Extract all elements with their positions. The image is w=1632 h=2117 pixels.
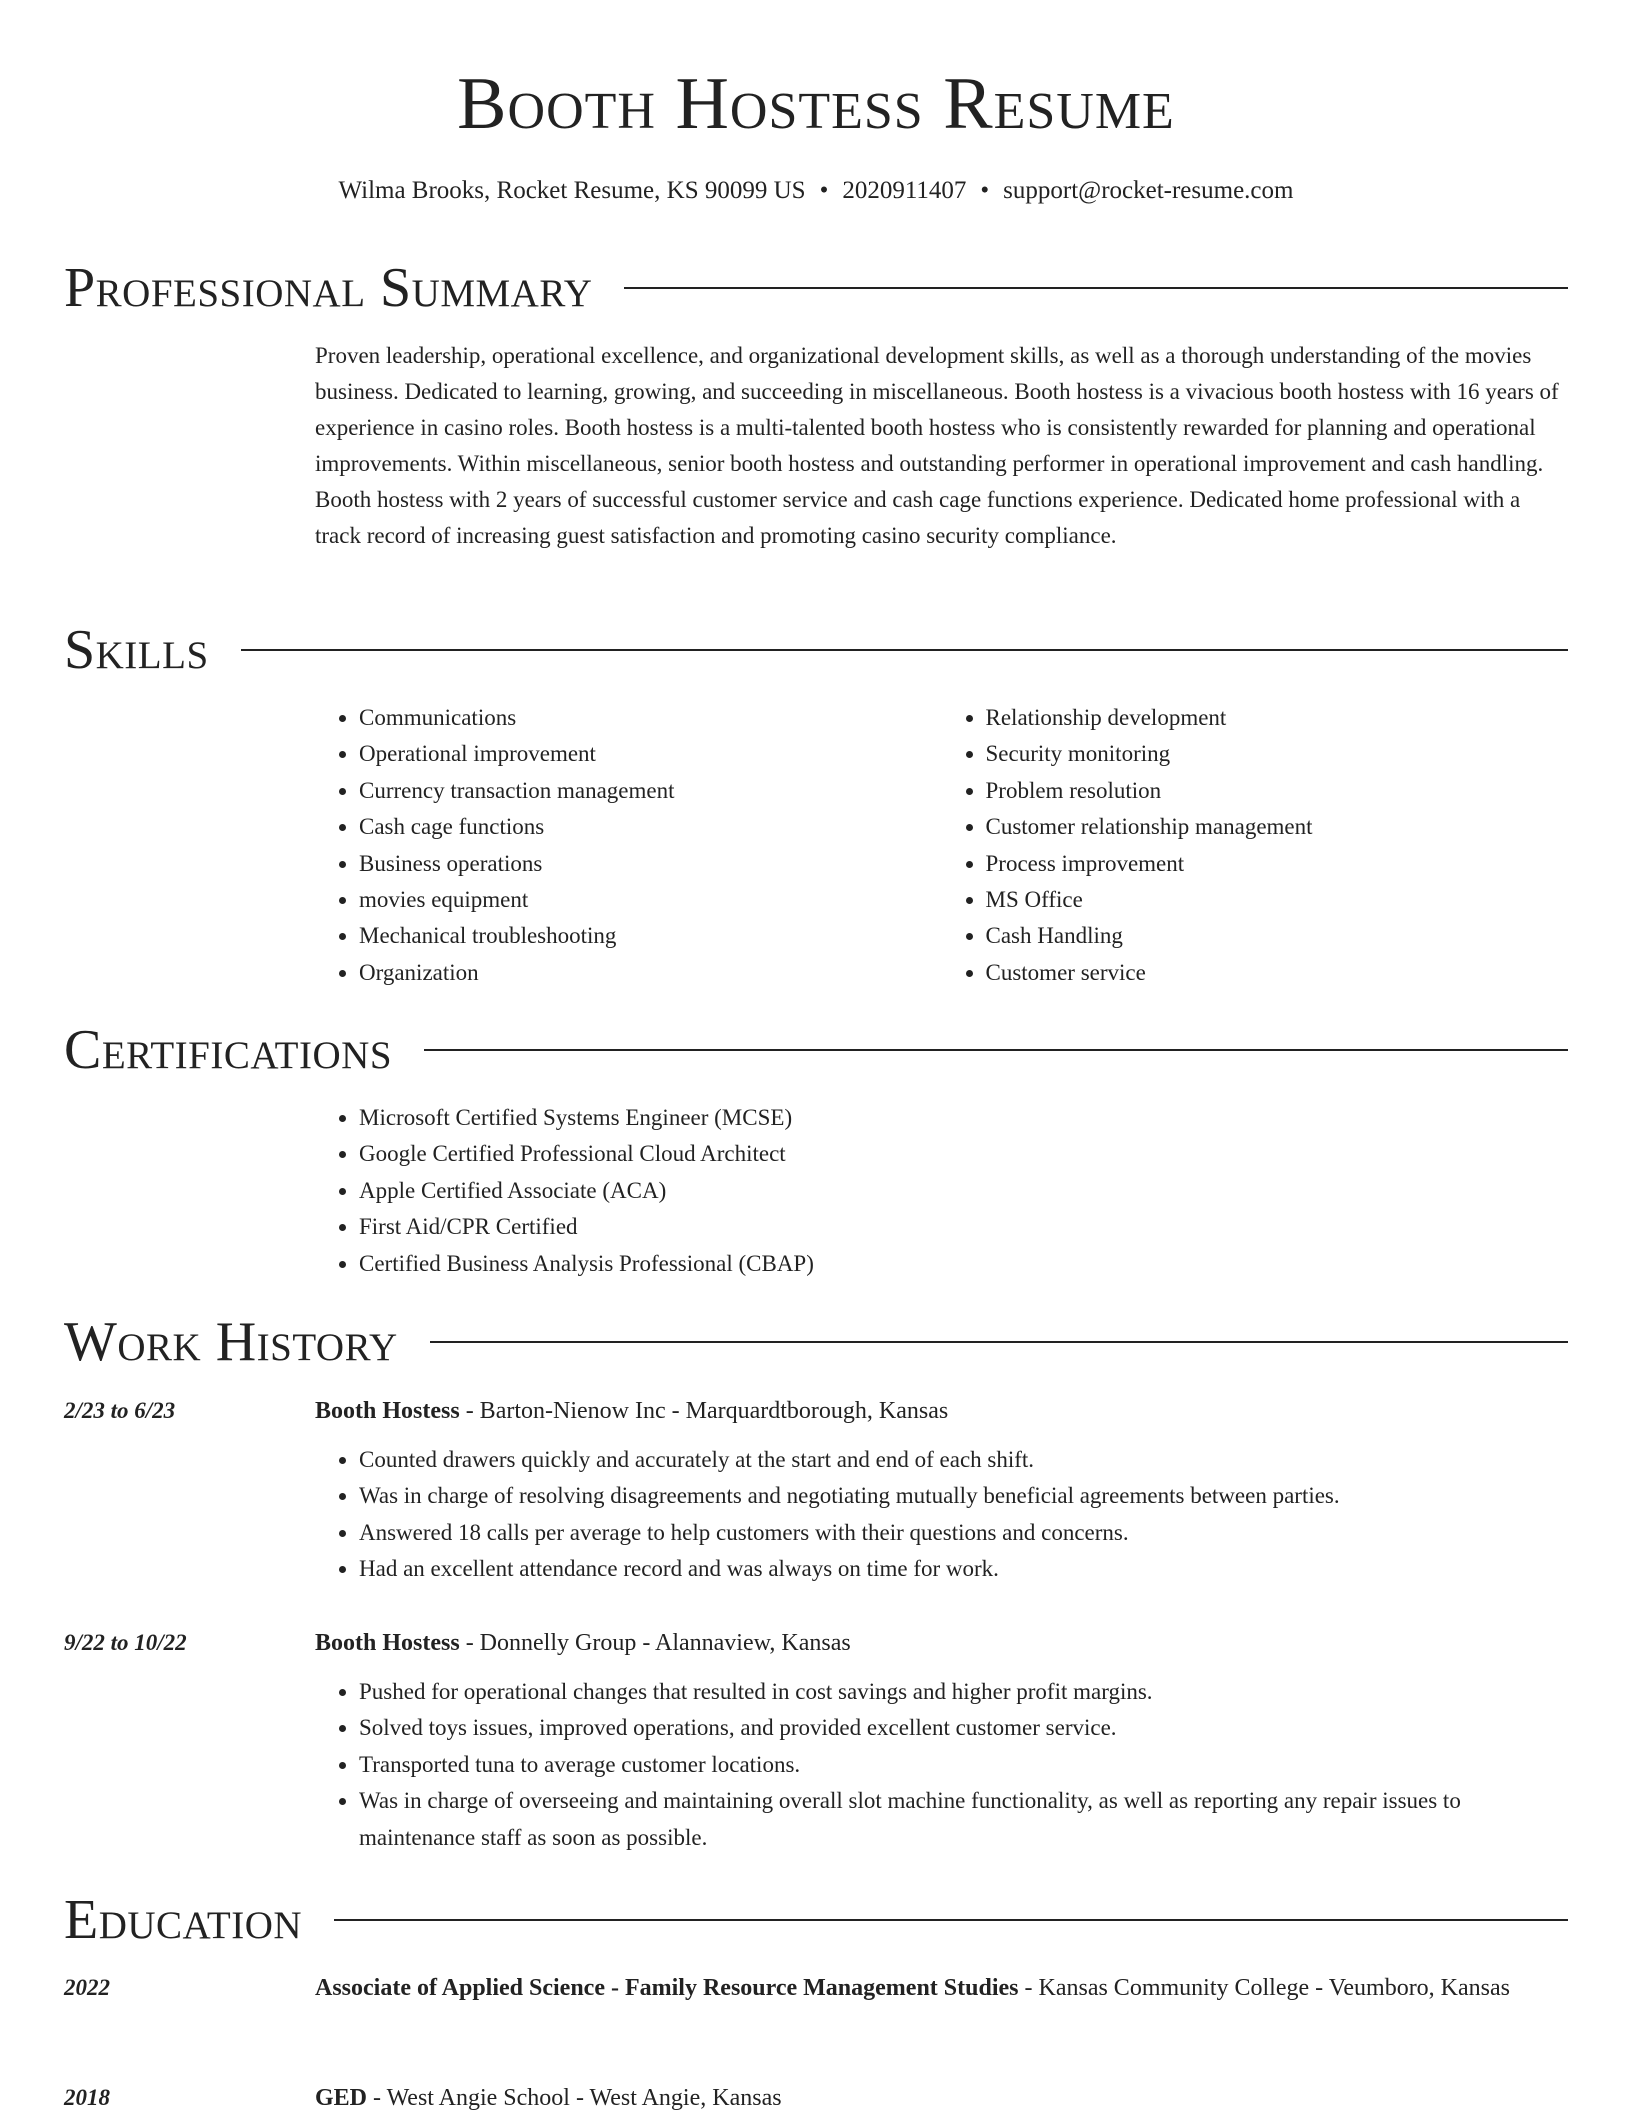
job-details: - Donnelly Group - Alannaview, Kansas [459, 1630, 851, 1656]
skills-section-header [64, 620, 1568, 680]
skill-item: • Cash cage functions [359, 809, 942, 845]
certification-item: • Certified Business Analysis Professional (CBAP) [359, 1246, 1568, 1282]
job-bullet: • Transported tuna to average customer locations. [359, 1747, 1568, 1783]
certification-item: • Microsoft Certified Systems Engineer (MCSE) [359, 1100, 1568, 1136]
section-divider [430, 1341, 1568, 1343]
education-degree: GED [315, 2085, 368, 2111]
job-title: Booth Hostess [315, 1398, 460, 1424]
job-entry [315, 1392, 1568, 1588]
resume-title: Booth Hostess Resume [457, 63, 1175, 145]
work-heading: Work History [64, 1311, 398, 1373]
skill-item: • Cash Handling [986, 918, 1569, 954]
skill-item: • Mechanical troubleshooting [359, 918, 942, 954]
education-section-header [64, 1890, 1568, 1950]
job-bullets [315, 1442, 1568, 1588]
contact-line [0, 174, 1632, 208]
skill-item: • MS Office [986, 882, 1569, 918]
summary-text: Proven leadership, operational excellence, and organizational development skills, as well as a thorough understanding of the movies business. Dedicated to learning, growing, and succeeding in miscellaneous. Booth hostess is a vivacious booth hostess with 16 years of experience in casino roles. Booth hostess is a multi-talented booth hostess who is consistently rewarded for planning and operational improvements. Within miscellaneous, senior booth hostess and outstanding performer in operational improvement and cash handling. Booth hostess with 2 years of successful customer service and cash cage functions experience. Dedicated home professional with a track record of increasing guest satisfaction and promoting casino security compliance. [315, 343, 1559, 548]
education-year: 2022 [64, 1975, 110, 2000]
skill-item: • Process improvement [986, 846, 1569, 882]
summary-section-header [64, 258, 1568, 318]
skills-column-right [942, 700, 1569, 991]
education-year: 2018 [64, 2085, 110, 2110]
skill-item: • Relationship development [986, 700, 1569, 736]
certification-item: • Google Certified Professional Cloud Architect [359, 1136, 1568, 1172]
skill-item: • Problem resolution [986, 773, 1569, 809]
job-details: - Barton-Nienow Inc - Marquardtborough, Kansas [459, 1398, 949, 1424]
certifications-list [315, 1100, 1568, 1282]
skill-item: • Security monitoring [986, 736, 1569, 772]
education-heading: Education [64, 1889, 303, 1951]
job-bullet: • Counted drawers quickly and accurately at the start and end of each shift. [359, 1442, 1568, 1478]
skill-item: • Customer relationship management [986, 809, 1569, 845]
contact-separator: • [819, 177, 829, 204]
section-divider [424, 1049, 1568, 1051]
job-dates: 2/23 to 6/23 [64, 1398, 176, 1423]
job-title-line [315, 1392, 1568, 1430]
skill-item: • Business operations [359, 846, 942, 882]
skill-item: • movies equipment [359, 882, 942, 918]
contact-phone: 2020911407 [842, 177, 967, 204]
section-divider [241, 649, 1568, 651]
certification-item: • First Aid/CPR Certified [359, 1209, 1568, 1245]
job-dates: 9/22 to 10/22 [64, 1630, 187, 1655]
job-bullet: • Pushed for operational changes that resulted in cost savings and higher profit margins. [359, 1674, 1568, 1710]
section-divider [334, 1919, 1568, 1921]
education-details: - West Angie School - West Angie, Kansas [367, 2085, 782, 2111]
skill-item: • Communications [359, 700, 942, 736]
job-title: Booth Hostess [315, 1630, 460, 1656]
contact-address: Wilma Brooks, Rocket Resume, KS 90099 US [338, 177, 806, 204]
contact-separator: • [980, 177, 990, 204]
certifications-section-header [64, 1020, 1568, 1080]
skill-item: • Customer service [986, 955, 1569, 991]
job-bullet: • Was in charge of overseeing and maintaining overall slot machine functionality, as well as reporting any repair issues to maintenance staff as soon as possible. [359, 1783, 1568, 1856]
education-entry [315, 2079, 1568, 2117]
work-section-header [64, 1312, 1568, 1372]
job-bullet: • Was in charge of resolving disagreements and negotiating mutually beneficial agreements between parties. [359, 1478, 1568, 1514]
education-degree: Associate of Applied Science - Family Resource Management Studies [315, 1975, 1019, 2001]
contact-email: support@rocket-resume.com [1003, 177, 1294, 204]
job-bullet: • Answered 18 calls per average to help customers with their questions and concerns. [359, 1515, 1568, 1551]
skills-list [315, 700, 1568, 991]
skills-heading: Skills [64, 619, 209, 681]
job-bullets [315, 1674, 1568, 1856]
education-details: - Kansas Community College - Veumboro, Kansas [1018, 1975, 1510, 2001]
skills-column-left [315, 700, 942, 991]
job-bullet: • Had an excellent attendance record and was always on time for work. [359, 1551, 1568, 1587]
certifications-heading: Certifications [64, 1019, 393, 1081]
job-bullet: • Solved toys issues, improved operations, and provided excellent customer service. [359, 1710, 1568, 1746]
job-entry [315, 1624, 1568, 1856]
skill-item: • Currency transaction management [359, 773, 942, 809]
job-title-line [315, 1624, 1568, 1662]
skill-item: • Operational improvement [359, 736, 942, 772]
education-entry [315, 1969, 1568, 2007]
certification-item: • Apple Certified Associate (ACA) [359, 1173, 1568, 1209]
skill-item: • Organization [359, 955, 942, 991]
summary-heading: Professional Summary [64, 257, 593, 319]
section-divider [624, 287, 1568, 289]
